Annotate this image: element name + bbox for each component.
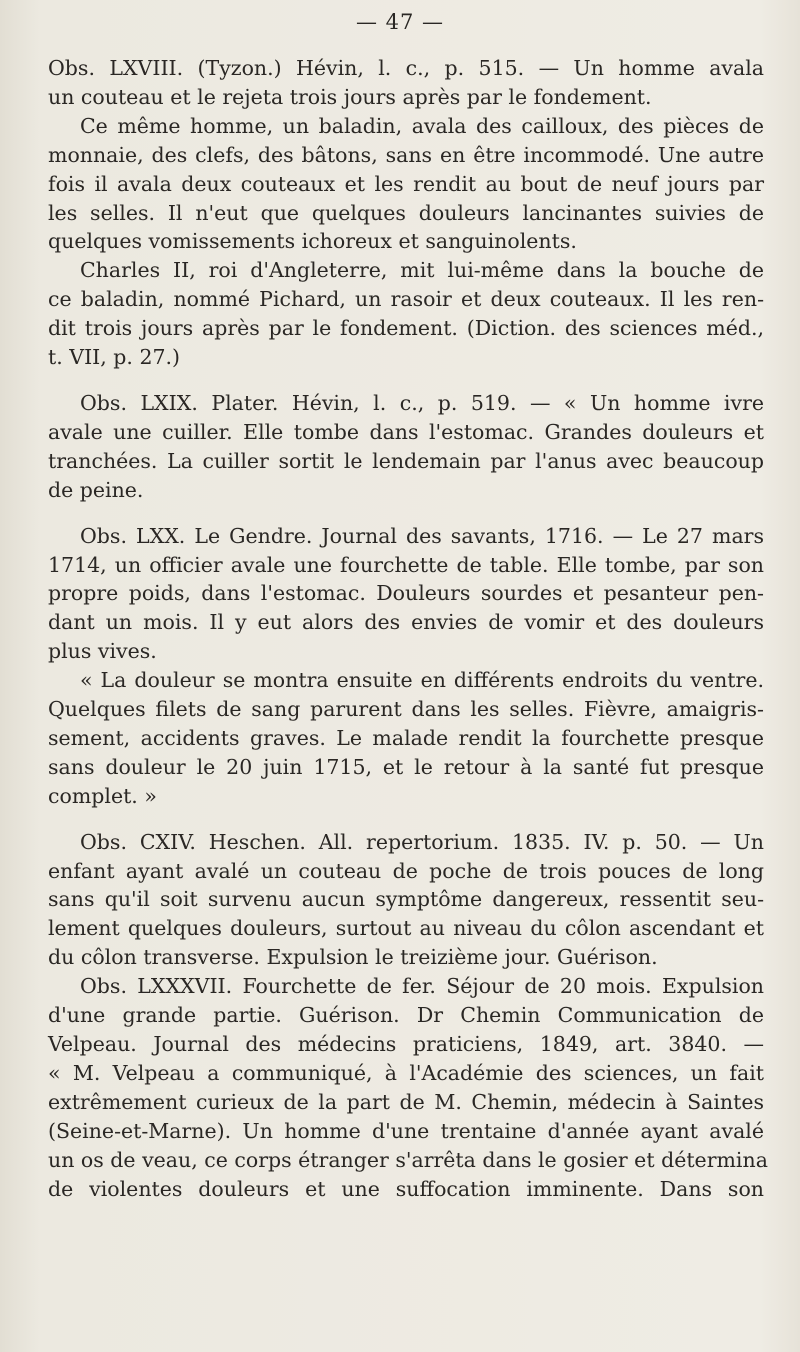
- text-line: Obs. LXXXVII. Fourchette de fer. Séjour de 20 mois. Expulsion: [80, 974, 764, 999]
- paragraph-spacer: [48, 505, 764, 522]
- paragraph-spacer: [48, 811, 764, 828]
- text-line: enfant ayant avalé un couteau de poche de trois pouces de long: [48, 858, 764, 883]
- text-line: Obs. LXX. Le Gendre. Journal des savants, 1716. — Le 27 mars: [80, 523, 764, 548]
- text-line: de peine.: [48, 477, 144, 502]
- text-line: Obs. LXVIII. (Tyzon.) Hévin, l. c., p. 515. — Un homme avala: [48, 56, 764, 80]
- text-line: Obs. LXIX. Plater. Hévin, l. c., p. 519. — « Un homme ivre: [80, 390, 764, 415]
- text-line: sans douleur le 20 juin 1715, et le retour à la santé fut presque: [48, 754, 764, 779]
- text-line: (Seine-et-Marne). Un homme d'une trentaine d'année ayant avalé: [48, 1118, 764, 1143]
- text-line: Ce même homme, un baladin, avala des cailloux, des pièces de: [80, 113, 764, 138]
- text-line: d'une grande partie. Guérison. Dr Chemin Communication de: [48, 1003, 764, 1028]
- text-line: dit trois jours après par le fondement. (Diction. des sciences méd.,: [48, 316, 764, 341]
- text-line: du côlon transverse. Expulsion le treizième jour. Guérison.: [48, 945, 658, 970]
- paragraph-spacer: [48, 372, 764, 389]
- paragraph-obs-cxiv: [48, 828, 764, 973]
- text-line: « M. Velpeau a communiqué, à l'Académie des sciences, un fait: [48, 1060, 764, 1085]
- text-line: dant un mois. Il y eut alors des envies de vomir et des douleurs: [48, 610, 764, 635]
- text-line: Velpeau. Journal des médecins praticiens, 1849, art. 3840. —: [48, 1032, 764, 1056]
- text-line: un os de veau, ce corps étranger s'arrêta dans le gosier et détermina: [48, 1147, 768, 1172]
- paragraph-obs-lxix: [48, 389, 764, 505]
- text-line: quelques vomissements ichoreux et sanguinolents.: [48, 229, 577, 254]
- text-line: les selles. Il n'eut que quelques douleurs lancinantes suivies de: [48, 200, 764, 225]
- text-line: sans qu'il soit survenu aucun symptôme dangereux, ressentit seu-: [48, 887, 764, 912]
- text-line: lement quelques douleurs, surtout au niveau du côlon ascendant et: [48, 916, 764, 941]
- text-line: extrêmement curieux de la part de M. Chemin, médecin à Saintes: [48, 1089, 764, 1114]
- text-line: Obs. CXIV. Heschen. All. repertorium. 1835. IV. p. 50. — Un: [80, 829, 764, 854]
- paragraph-obs-lxx: [48, 522, 764, 811]
- text-line: monnaie, des clefs, des bâtons, sans en être incommodé. Une autre: [48, 142, 764, 167]
- text-line: sement, accidents graves. Le malade rendit la fourchette presque: [48, 725, 764, 750]
- text-line: plus vives.: [48, 639, 157, 664]
- text-line: tranchées. La cuiller sortit le lendemain par l'anus avec beaucoup: [48, 448, 764, 473]
- text-line: « La douleur se montra ensuite en différents endroits du ventre.: [80, 668, 764, 693]
- text-line: un couteau et le rejeta trois jours après par le fondement.: [48, 84, 652, 109]
- text-line: fois il avala deux couteaux et les rendit au bout de neuf jours par: [48, 171, 764, 196]
- paragraph-obs-lxviii: [48, 54, 764, 372]
- text-line: complet. »: [48, 783, 157, 808]
- text-line: de violentes douleurs et une suffocation imminente. Dans son: [48, 1176, 764, 1201]
- text-line: avale une cuiller. Elle tombe dans l'estomac. Grandes douleurs et: [48, 419, 764, 444]
- page-number: — 47 —: [355, 10, 445, 34]
- page-body: [48, 54, 768, 1203]
- text-line: propre poids, dans l'estomac. Douleurs sourdes et pesanteur pen-: [48, 581, 764, 606]
- text-line: Quelques filets de sang parurent dans les selles. Fièvre, amaigris-: [48, 697, 764, 722]
- text-line: t. VII, p. 27.): [48, 345, 181, 370]
- text-line: Charles II, roi d'Angleterre, mit lui-même dans la bouche de: [80, 258, 764, 283]
- text-line: ce baladin, nommé Pichard, un rasoir et deux couteaux. Il les ren-: [48, 287, 764, 312]
- paragraph-obs-lxxxvii: [48, 972, 768, 1203]
- text-line: 1714, un officier avale une fourchette de table. Elle tombe, par son: [48, 552, 764, 577]
